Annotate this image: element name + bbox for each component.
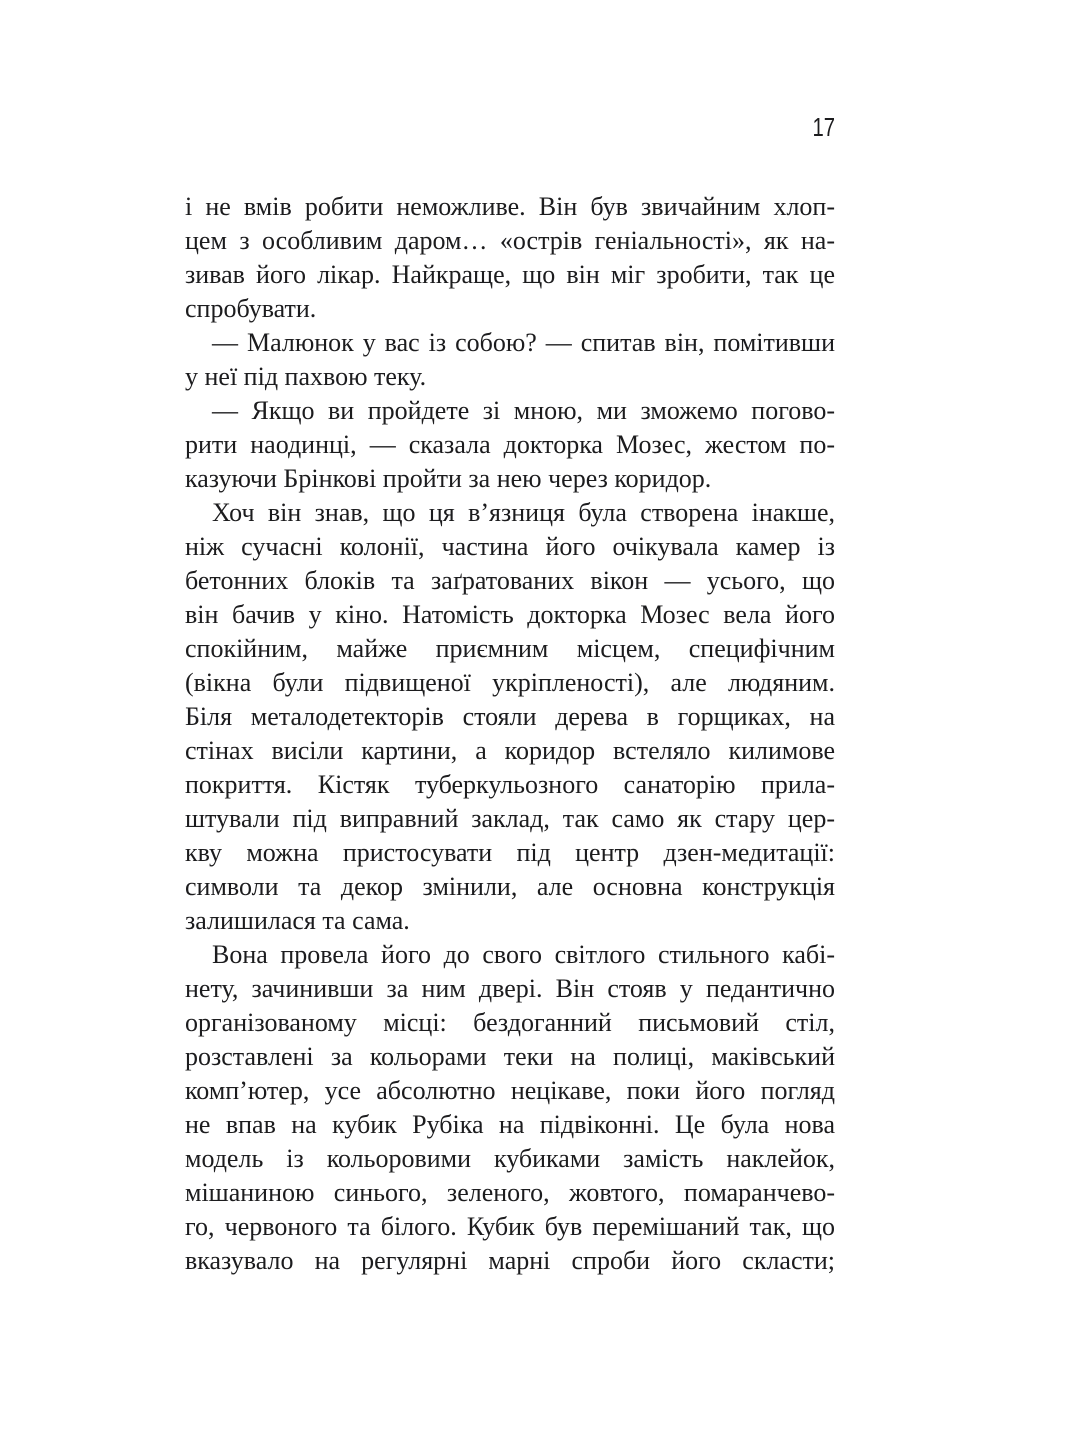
- text-line: спробувати.: [185, 294, 317, 323]
- text-line: бетонних блоків та заґратованих вікон — усього, що: [185, 566, 835, 595]
- text-line: (вікна були підвищеної укріпленості), але людяним.: [185, 668, 835, 697]
- text-line: — Якщо ви пройдете зі мною, ми зможемо погово-: [212, 396, 835, 425]
- text-line: у неї під пахвою теку.: [185, 362, 427, 391]
- text-line: він бачив у кіно. Натомість докторка Мозес вела його: [185, 600, 835, 629]
- text-line: розставлені за кольорами теки на полиці, маківський: [185, 1042, 835, 1071]
- text-line: кву можна пристосувати під центр дзен-медитації:: [185, 838, 835, 867]
- text-line: нету, зачинивши за ним двері. Він стояв у педантично: [185, 974, 835, 1003]
- text-line: покриття. Кістяк туберкульозного санаторію прила-: [185, 770, 835, 799]
- text-line: Хоч він знав, що ця в’язниця була створена інакше,: [212, 498, 835, 527]
- text-line: символи та декор змінили, але основна конструкція: [185, 872, 835, 901]
- body-text: [185, 190, 835, 1278]
- text-line: Біля металодетекторів стояли дерева в горщиках, на: [185, 702, 835, 731]
- text-line: комп’ютер, усе абсолютно нецікаве, поки його погляд: [185, 1076, 835, 1105]
- page-number: 17: [812, 112, 835, 142]
- text-line: спокійним, майже приємним місцем, специфічним: [185, 634, 835, 663]
- text-line: казуючи Брінкові пройти за нею через коридор.: [185, 464, 712, 493]
- text-line: цем з особливим даром… «острів геніальності», як на-: [185, 226, 835, 255]
- text-line: ніж сучасні колонії, частина його очікувала камер із: [185, 532, 835, 561]
- text-line: стінах висіли картини, а коридор встеляло килимове: [185, 736, 835, 765]
- text-line: організованому місці: бездоганний письмовий стіл,: [185, 1008, 835, 1037]
- text-line: штували під виправний заклад, так само як стару цер-: [185, 804, 835, 833]
- text-line: рити наодинці, — сказала докторка Мозес, жестом по-: [185, 430, 835, 459]
- text-line: зивав його лікар. Найкраще, що він міг зробити, так це: [185, 260, 835, 289]
- text-line: залишилася та сама.: [185, 906, 410, 935]
- text-line: вказувало на регулярні марні спроби його скласти;: [185, 1246, 835, 1275]
- text-line: — Малюнок у вас із собою? — спитав він, помітивши: [212, 328, 835, 357]
- text-line: не впав на кубик Рубіка на підвіконні. Це була нова: [185, 1110, 835, 1139]
- text-line: модель із кольоровими кубиками замість наклейок,: [185, 1144, 835, 1173]
- text-line: го, червоного та білого. Кубик був перемішаний так, що: [185, 1212, 835, 1241]
- text-line: мішаниною синього, зеленого, жовтого, помаранчево-: [185, 1178, 835, 1207]
- text-line: і не вмів робити неможливе. Він був звичайним хлоп-: [185, 192, 835, 221]
- text-line: Вона провела його до свого світлого стильного кабі-: [212, 940, 835, 969]
